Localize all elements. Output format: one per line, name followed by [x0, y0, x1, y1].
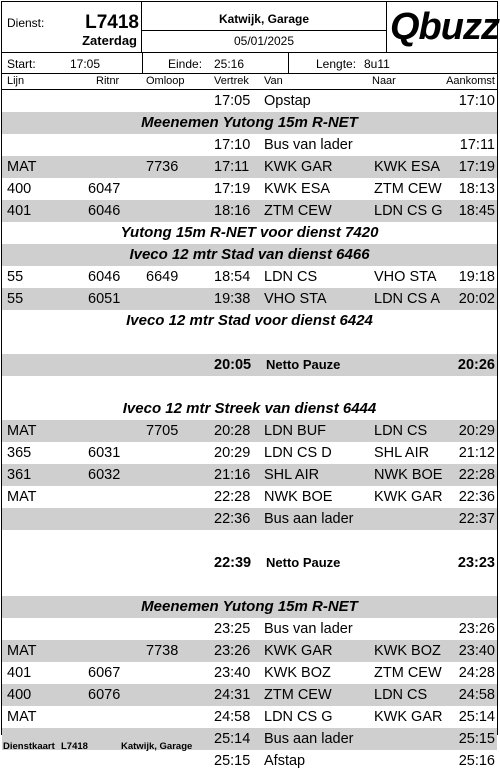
cell-van: ZTM CEW [264, 203, 332, 219]
cell-van: LDN BUF [264, 423, 327, 439]
col-van: Van [264, 75, 283, 87]
section-title-row [2, 310, 497, 332]
cell-vertrek: 17:10 [214, 137, 251, 153]
cell-van: Bus van lader [264, 621, 353, 637]
cell-naar: NWK BOE [374, 467, 443, 483]
cell-aankomst: 24:58 [458, 687, 495, 703]
cell-aankomst: 17:10 [458, 93, 495, 109]
spacer-row [2, 332, 497, 354]
trip-row [2, 750, 497, 772]
cell-lijn: 55 [7, 269, 24, 285]
spacer-row [2, 376, 497, 398]
card-header [2, 2, 497, 53]
cell-vertrek: 25:14 [214, 731, 251, 747]
cell-aankomst: 20:29 [458, 423, 495, 439]
cell-naar: LDN CS G [374, 203, 443, 219]
section-title-row [2, 112, 497, 134]
cell-naar: ZTM CEW [374, 665, 442, 681]
section-title-row [2, 398, 497, 420]
cell-van: KWK ESA [264, 181, 331, 197]
cell-aankomst: 23:40 [458, 643, 495, 659]
col-naar: Naar [372, 75, 396, 87]
cell-naar: KWK ESA [374, 159, 441, 175]
pause-row [2, 354, 497, 376]
trip-row [2, 266, 497, 288]
cell-omloop: 7705 [146, 423, 179, 439]
cell-ritnr: 6067 [88, 665, 121, 681]
cell-aankomst: 20:02 [458, 291, 495, 307]
dienst-number: L7418 [85, 12, 139, 33]
cell-van: Bus aan lader [264, 511, 354, 527]
trip-row [2, 684, 497, 706]
trip-row [2, 156, 497, 178]
cell-lijn: 401 [7, 665, 32, 681]
cell-vertrek: 25:15 [214, 753, 251, 769]
cell-van: NWK BOE [264, 489, 333, 505]
col-omloop: Omloop [146, 75, 185, 87]
trip-row [2, 178, 497, 200]
date: 05/01/2025 [233, 34, 295, 48]
dienst-label: Dienst: [7, 16, 45, 30]
trip-row [2, 442, 497, 464]
cell-aankomst: 19:18 [458, 269, 495, 285]
cell-vertrek: 23:25 [214, 621, 251, 637]
cell-vertrek: 23:26 [214, 643, 251, 659]
section-title-row [2, 596, 497, 618]
cell-lijn: MAT [7, 709, 37, 725]
cell-lijn: 400 [7, 181, 32, 197]
cell-naar: VHO STA [374, 269, 437, 285]
cell-van: Netto Pauze [266, 357, 341, 372]
cell-ritnr: 6047 [88, 181, 121, 197]
cell-aankomst: 21:12 [458, 445, 495, 461]
cell-van: KWK GAR [264, 159, 333, 175]
cell-ritnr: 6076 [88, 687, 121, 703]
cell-vertrek: 18:54 [214, 269, 251, 285]
cell-van: LDN CS [264, 269, 318, 285]
cell-aankomst: 22:28 [458, 467, 495, 483]
footer-location: Katwijk, Garage [121, 741, 193, 752]
cell-aankomst: 25:14 [458, 709, 495, 725]
cell-ritnr: 6031 [88, 445, 121, 461]
start-label: Start: [7, 57, 36, 71]
divider [142, 53, 143, 73]
section-title: Iveco 12 mtr Stad van dienst 6466 [129, 246, 370, 263]
cell-van: Bus van lader [264, 137, 353, 153]
cell-lijn: MAT [7, 423, 37, 439]
cell-naar: LDN CS [374, 423, 428, 439]
info-row [2, 53, 497, 74]
cell-vertrek: 18:16 [214, 203, 251, 219]
cell-van: KWK GAR [264, 643, 333, 659]
col-aankomst: Aankomst [446, 75, 495, 87]
cell-lijn: MAT [7, 643, 37, 659]
cell-aankomst: 25:15 [458, 731, 495, 747]
cell-vertrek: 19:38 [214, 291, 251, 307]
trip-row [2, 662, 497, 684]
trip-row [2, 486, 497, 508]
cell-aankomst: 23:23 [457, 555, 495, 571]
cell-van: Afstap [264, 753, 306, 769]
cell-naar: LDN CS [374, 687, 428, 703]
cell-vertrek: 22:36 [214, 511, 251, 527]
cell-aankomst: 18:13 [458, 181, 495, 197]
section-title-row [2, 244, 497, 266]
start-value: 17:05 [70, 57, 101, 71]
cell-aankomst: 24:28 [458, 665, 495, 681]
cell-naar: LDN CS A [374, 291, 441, 307]
einde-label: Einde: [168, 57, 203, 71]
location-cell [142, 2, 387, 52]
cell-ritnr: 6046 [88, 203, 121, 219]
cell-naar: KWK BOZ [374, 643, 441, 659]
trip-row [2, 200, 497, 222]
cell-vertrek: 21:16 [214, 467, 251, 483]
cell-vertrek: 22:28 [214, 489, 251, 505]
trip-row [2, 288, 497, 310]
cell-aankomst: 17:19 [458, 159, 495, 175]
cell-omloop: 6649 [146, 269, 179, 285]
lengte-value: 8u11 [364, 57, 390, 71]
logo-cell [387, 2, 498, 52]
cell-vertrek: 17:11 [214, 159, 250, 175]
cell-naar: SHL AIR [374, 445, 430, 461]
col-lijn: Lijn [7, 75, 25, 87]
qbuzz-logo: Qbuzz [390, 6, 499, 48]
day-of-week: Zaterdag [82, 33, 137, 48]
trip-row [2, 464, 497, 486]
cell-naar: ZTM CEW [374, 181, 442, 197]
trip-row [2, 508, 497, 530]
trip-row [2, 618, 497, 640]
location: Katwijk, Garage [218, 12, 310, 26]
cell-naar: KWK GAR [374, 489, 443, 505]
cell-van: Bus aan lader [264, 731, 354, 747]
cell-van: LDN CS G [264, 709, 333, 725]
cell-aankomst: 22:37 [458, 511, 495, 527]
cell-vertrek: 23:40 [214, 665, 251, 681]
cell-van: VHO STA [264, 291, 327, 307]
col-ritnr: Ritnr [96, 75, 120, 87]
col-vertrek: Vertrek [214, 75, 249, 87]
cell-aankomst: 25:16 [458, 753, 495, 769]
cell-lijn: MAT [7, 159, 37, 175]
divider [288, 53, 289, 73]
cell-vertrek: 24:58 [214, 709, 251, 725]
section-title: Yutong 15m R-NET voor dienst 7420 [120, 224, 379, 241]
einde-value: 25:16 [214, 57, 245, 71]
spacer-row [2, 530, 497, 552]
schedule-table [2, 90, 497, 772]
cell-vertrek: 24:31 [214, 687, 251, 703]
section-title: Meenemen Yutong 15m R-NET [141, 598, 358, 615]
cell-van: Opstap [264, 93, 311, 109]
cell-van: Netto Pauze [266, 555, 341, 570]
cell-aankomst: 18:45 [458, 203, 495, 219]
cell-ritnr: 6032 [88, 467, 121, 483]
section-title-row [2, 222, 497, 244]
trip-row [2, 706, 497, 728]
cell-naar: KWK GAR [374, 709, 443, 725]
lengte-label: Lengte: [316, 57, 357, 71]
trip-row [2, 420, 497, 442]
section-title: Meenemen Yutong 15m R-NET [141, 114, 358, 131]
trip-row [2, 90, 497, 112]
cell-lijn: 401 [7, 203, 32, 219]
cell-vertrek: 17:19 [214, 181, 251, 197]
trip-row [2, 134, 497, 156]
cell-omloop: 7736 [146, 159, 179, 175]
cell-aankomst: 23:26 [458, 621, 495, 637]
cell-lijn: 361 [7, 467, 32, 483]
section-title: Iveco 12 mtr Streek van dienst 6444 [122, 400, 377, 417]
footer-label: Dienstkaart [3, 741, 55, 752]
section-title: Iveco 12 mtr Stad voor dienst 6424 [126, 312, 373, 329]
column-headers [2, 74, 497, 90]
cell-van: KWK BOZ [264, 665, 331, 681]
cell-van: LDN CS D [264, 445, 332, 461]
cell-ritnr: 6051 [88, 291, 121, 307]
cell-vertrek: 20:29 [214, 445, 251, 461]
cell-vertrek: 20:05 [214, 357, 252, 373]
cell-omloop: 7738 [146, 643, 179, 659]
cell-lijn: 365 [7, 445, 32, 461]
pause-row [2, 552, 497, 574]
trip-row [2, 640, 497, 662]
dienst-cell [2, 2, 142, 52]
cell-vertrek: 20:28 [214, 423, 251, 439]
cell-vertrek: 22:39 [214, 555, 252, 571]
cell-ritnr: 6046 [88, 269, 121, 285]
cell-aankomst: 20:26 [457, 357, 495, 373]
cell-vertrek: 17:05 [214, 93, 251, 109]
cell-lijn: 55 [7, 291, 24, 307]
footer-dienst: L7418 [61, 741, 88, 752]
cell-aankomst: 22:36 [458, 489, 495, 505]
cell-lijn: 400 [7, 687, 32, 703]
divider [142, 30, 386, 31]
cell-van: ZTM CEW [264, 687, 332, 703]
cell-van: SHL AIR [264, 467, 320, 483]
cell-aankomst: 17:11 [459, 137, 495, 153]
spacer-row [2, 574, 497, 596]
cell-lijn: MAT [7, 489, 37, 505]
